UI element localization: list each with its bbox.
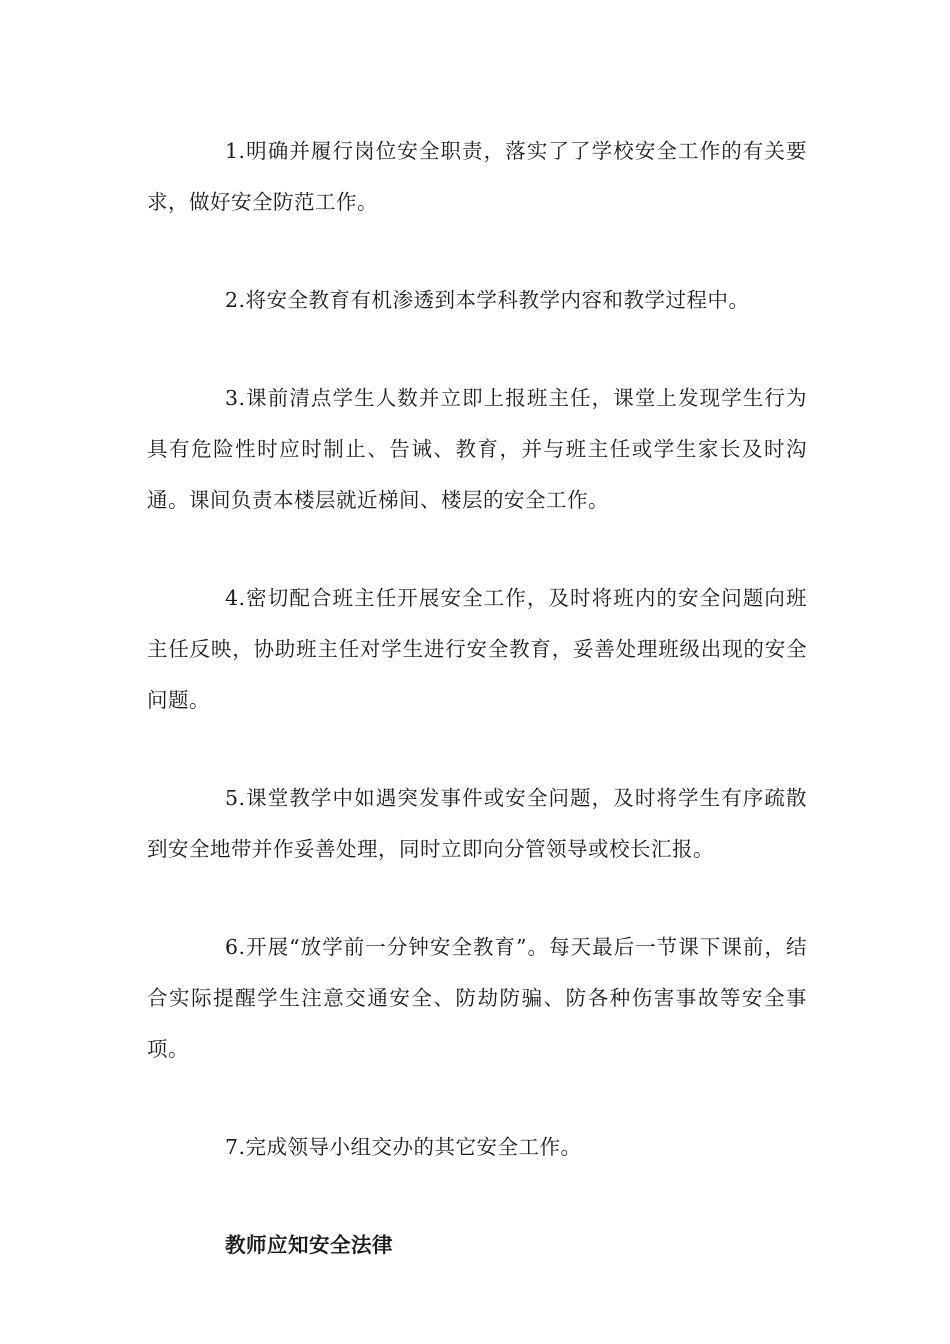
document-body (147, 126, 807, 1271)
list-item: 4.密切配合班主任开展安全工作，及时将班内的安全问题向班主任反映，协助班主任对学生进行安全教育，妥善处理班级出现的安全问题。 (147, 586, 807, 712)
list-item: 3.课前清点学生人数并立即上报班主任，课堂上发现学生行为具有危险性时应时制止、告诫、教育，并与班主任或学生家长及时沟通。课间负责本楼层就近梯间、楼层的安全工作。 (147, 386, 807, 512)
section-heading: 教师应知安全法律 (225, 1233, 393, 1257)
list-item: 5.课堂教学中如遇突发事件或安全问题，及时将学生有序疏散到安全地带并作妥善处理，同时立即向分管领导或校长汇报。 (147, 786, 807, 861)
list-item: 7.完成领导小组交办的其它安全工作。 (225, 1135, 582, 1159)
list-item: 2.将安全教育有机渗透到本学科教学内容和教学过程中。 (225, 288, 750, 312)
list-item: 1.明确并履行岗位安全职责，落实了了学校安全工作的有关要求，做好安全防范工作。 (147, 139, 807, 214)
list-item: 6.开展“放学前一分钟安全教育”。每天最后一节课下课前，结合实际提醒学生注意交通安全、防劫防骗、防各种伤害事故等安全事项。 (147, 935, 807, 1061)
